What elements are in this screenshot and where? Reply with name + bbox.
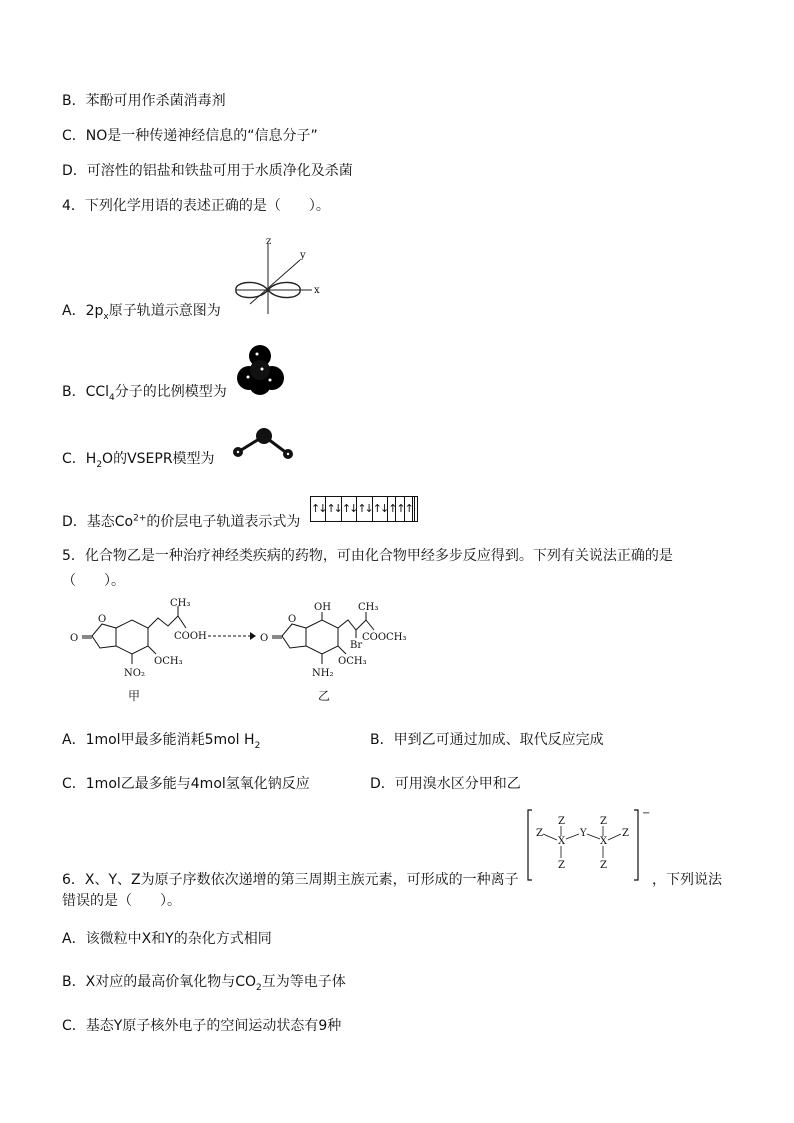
co-orbital-diagram bbox=[310, 496, 418, 522]
q3-option-b: B．苯酚可用作杀菌消毒剂 bbox=[62, 93, 226, 109]
q4-option-a-pre: A．2p bbox=[62, 303, 104, 319]
q6-option-b bbox=[62, 973, 346, 991]
yi-name: 乙 bbox=[318, 689, 331, 703]
jia-no2: NO₂ bbox=[124, 668, 145, 679]
q6-option-c: C．基态Y原子核外电子的空间运动状态有9种 bbox=[62, 1018, 342, 1034]
q4-option-d-pre: D．基态Co bbox=[62, 514, 134, 530]
q4-option-d-sup: 2+ bbox=[133, 513, 147, 524]
ion-x-left: X bbox=[558, 836, 566, 847]
ion-z-far-right: Z bbox=[622, 828, 629, 839]
q4-option-b-post: 分子的比例模型为 bbox=[114, 384, 227, 400]
ion-y: Y bbox=[580, 828, 587, 839]
orbital-axis-x-label: x bbox=[314, 285, 320, 296]
co-orbital-box: ↑↓ bbox=[341, 497, 356, 521]
q4-option-b-pre: B．CCl bbox=[62, 384, 110, 400]
jia-och3: OCH₃ bbox=[154, 656, 183, 667]
q6-option-b-sub: 2 bbox=[256, 982, 262, 993]
q4-option-a-sub: x bbox=[103, 311, 109, 322]
q4-option-c-pre: C．H bbox=[62, 451, 97, 467]
q5-option-a bbox=[62, 731, 260, 749]
ion-z-far-left: Z bbox=[536, 828, 543, 839]
co-orbital-box bbox=[414, 497, 417, 521]
reaction-arrow bbox=[206, 630, 258, 642]
ion-z-top-left: Z bbox=[558, 816, 565, 827]
co-orbital-box: ↑↓ bbox=[311, 502, 326, 515]
q3-option-c: C．NO是一种传递神经信息的“信息分子” bbox=[62, 128, 318, 144]
yi-ch3: CH₃ bbox=[358, 602, 379, 613]
q4-option-b-sub: 4 bbox=[109, 392, 115, 403]
jia-keto-o: O bbox=[70, 633, 79, 644]
q5-option-a-sub: 2 bbox=[254, 740, 261, 751]
q3-option-d: D．可溶性的铝盐和铁盐可用于水质净化及杀菌 bbox=[62, 163, 353, 179]
yi-ring-o: O bbox=[288, 614, 297, 625]
compound-jia-structure bbox=[62, 600, 212, 708]
co-orbital-box: ↑ bbox=[395, 497, 403, 521]
q4-option-c-post: O的VSEPR模型为 bbox=[102, 451, 215, 467]
q5-option-a-pre: A．1mol甲最多能消耗5mol H bbox=[62, 732, 255, 748]
yi-br: Br bbox=[350, 640, 363, 651]
jia-ch3: CH₃ bbox=[170, 598, 191, 609]
ion-z-bottom-left: Z bbox=[558, 860, 565, 871]
q5-option-c: C．1mol乙最多能与4mol氢氧化钠反应 bbox=[62, 776, 310, 792]
ion-structure bbox=[526, 808, 654, 884]
q5-stem-line2: （ ）。 bbox=[62, 573, 125, 589]
orbital-diagram bbox=[228, 238, 328, 318]
ion-charge: − bbox=[642, 808, 651, 819]
q6-option-b-pre: B．X对应的最高价氧化物与CO bbox=[62, 974, 256, 990]
jia-name: 甲 bbox=[128, 689, 141, 703]
q6-option-b-post: 互为等电子体 bbox=[261, 974, 346, 990]
co-orbital-box: ↑↓ bbox=[356, 497, 371, 521]
co-orbital-box: ↑↓ bbox=[372, 497, 387, 521]
ccl4-model bbox=[236, 344, 286, 396]
ion-x-right: X bbox=[600, 836, 608, 847]
q4-option-a-post: 原子轨道示意图为 bbox=[108, 303, 221, 319]
yi-och3: OCH₃ bbox=[338, 656, 367, 667]
orbital-axis-y-label: y bbox=[300, 250, 306, 261]
q6-stem-tail: ，下列说法 bbox=[652, 872, 722, 888]
jia-cooh: COOH bbox=[174, 631, 207, 642]
q4-option-c bbox=[62, 450, 215, 468]
q6-option-a: A．该微粒中X和Y的杂化方式相同 bbox=[62, 931, 272, 947]
orbital-axis-z-label: z bbox=[266, 236, 272, 247]
ion-z-bottom-right: Z bbox=[600, 860, 607, 871]
q4-option-a bbox=[62, 302, 221, 320]
q4-stem: 4．下列化学用语的表述正确的是（ ）。 bbox=[62, 198, 330, 214]
q4-option-b bbox=[62, 383, 227, 401]
co-orbital-box: ↑ bbox=[387, 497, 395, 521]
h2o-vsepr-model bbox=[228, 424, 300, 464]
q5-option-b: B．甲到乙可通过加成、取代反应完成 bbox=[370, 732, 604, 748]
jia-ring-o: O bbox=[98, 614, 107, 625]
q6-stem-line1: 6．X、Y、Z为原子序数依次递增的第三周期主族元素，可形成的一种离子 bbox=[62, 872, 519, 888]
q4-option-c-sub: 2 bbox=[96, 459, 103, 470]
yi-keto-o: O bbox=[260, 633, 269, 644]
ion-z-top-right: Z bbox=[600, 816, 607, 827]
q6-stem-line2: 错误的是（ ）。 bbox=[62, 893, 181, 909]
compound-yi-structure bbox=[252, 600, 422, 708]
yi-nh2: NH₂ bbox=[312, 668, 334, 679]
q5-option-d: D．可用溴水区分甲和乙 bbox=[370, 776, 521, 792]
yi-cooch3: COOCH₃ bbox=[362, 632, 407, 643]
yi-oh: OH bbox=[314, 602, 331, 613]
co-orbital-box: ↑ bbox=[404, 497, 412, 521]
q4-option-d bbox=[62, 513, 300, 531]
q5-stem-line1: 5．化合物乙是一种治疗神经类疾病的药物，可由化合物甲经多步反应得到。下列有关说法正确的是 bbox=[62, 548, 673, 564]
q4-option-d-post: 的价层电子轨道表示式为 bbox=[146, 514, 301, 530]
co-orbital-box: ↑↓ bbox=[325, 497, 340, 521]
